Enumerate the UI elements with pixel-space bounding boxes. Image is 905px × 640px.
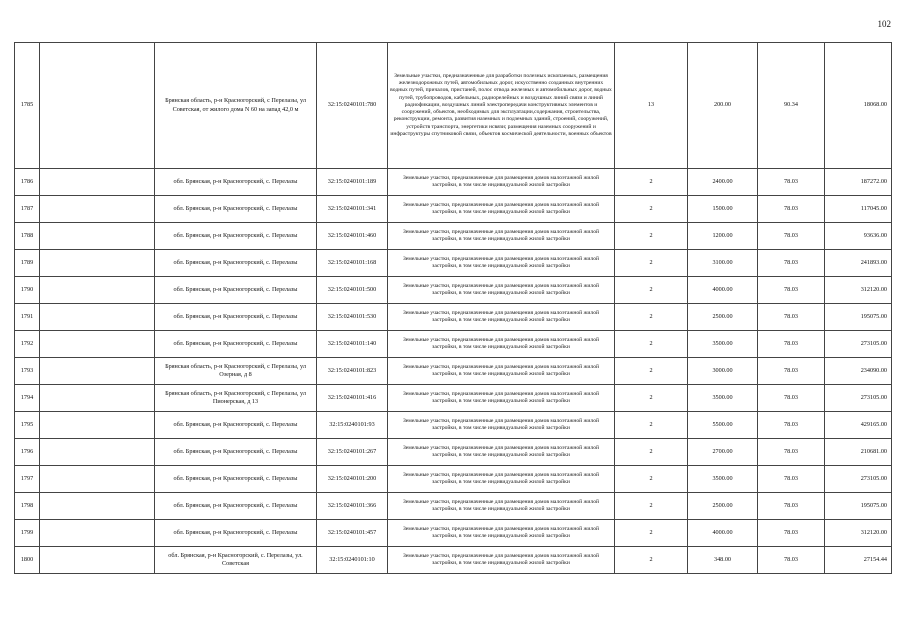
- cell-land-use-description: Земельные участки, предназначенные для размещения домов малоэтажной жилой застройки, в том числе индивидуальной жилой застройки: [388, 277, 615, 304]
- page-number: 102: [877, 19, 891, 29]
- cell-number: 1796: [15, 439, 40, 466]
- cell-land-use-description: Земельные участки, предназначенные для размещения домов малоэтажной жилой застройки, в том числе индивидуальной жилой застройки: [388, 169, 615, 196]
- cell-cadastral-number: 32:15:0240101:200: [317, 466, 388, 493]
- cell-area: 2400.00: [688, 169, 758, 196]
- cell-address: обл. Брянская, р-н Красногорский, с. Перелазы: [155, 250, 317, 277]
- cell-area: 3500.00: [688, 466, 758, 493]
- cell-empty: [40, 358, 155, 385]
- cell-land-use-description: Земельные участки, предназначенные для размещения домов малоэтажной жилой застройки, в том числе индивидуальной жилой застройки: [388, 196, 615, 223]
- cell-area: 3500.00: [688, 331, 758, 358]
- cell-rate: 78.03: [758, 196, 825, 223]
- cell-cadastral-value: 273105.00: [825, 466, 892, 493]
- cell-cadastral-value: 273105.00: [825, 331, 892, 358]
- cell-number: 1792: [15, 331, 40, 358]
- cell-cadastral-number: 32:15:0240101:10: [317, 547, 388, 574]
- cell-empty: [40, 223, 155, 250]
- cell-cadastral-value: 210681.00: [825, 439, 892, 466]
- cell-cadastral-value: 187272.00: [825, 169, 892, 196]
- cell-cadastral-value: 195075.00: [825, 304, 892, 331]
- cell-cadastral-number: 32:15:0240101:366: [317, 493, 388, 520]
- cell-group: 2: [615, 223, 688, 250]
- cell-cadastral-number: 32:15:0240101:780: [317, 43, 388, 169]
- cell-land-use-description: Земельные участки, предназначенные для размещения домов малоэтажной жилой застройки, в том числе индивидуальной жилой застройки: [388, 331, 615, 358]
- cell-cadastral-number: 32:15:0240101:93: [317, 412, 388, 439]
- cell-group: 2: [615, 331, 688, 358]
- cell-group: 2: [615, 547, 688, 574]
- cell-rate: 78.03: [758, 223, 825, 250]
- cell-group: 2: [615, 520, 688, 547]
- cell-address: Брянская область, р-н Красногорский, с Перелазы, ул Озерная, д 8: [155, 358, 317, 385]
- cell-group: 2: [615, 196, 688, 223]
- cell-area: 3000.00: [688, 358, 758, 385]
- table-row: [15, 169, 892, 196]
- cell-group: 2: [615, 493, 688, 520]
- cell-empty: [40, 466, 155, 493]
- cell-area: 4000.00: [688, 520, 758, 547]
- cell-number: 1794: [15, 385, 40, 412]
- cell-rate: 78.03: [758, 385, 825, 412]
- table-row: [15, 412, 892, 439]
- cell-group: 2: [615, 250, 688, 277]
- table-row: [15, 439, 892, 466]
- cell-rate: 90.34: [758, 43, 825, 169]
- table-row: [15, 277, 892, 304]
- cell-group: 13: [615, 43, 688, 169]
- cell-address: обл. Брянская, р-н Красногорский, с. Перелазы: [155, 493, 317, 520]
- cell-area: 5500.00: [688, 412, 758, 439]
- cell-rate: 78.03: [758, 493, 825, 520]
- cell-number: 1790: [15, 277, 40, 304]
- cell-number: 1795: [15, 412, 40, 439]
- cell-empty: [40, 43, 155, 169]
- cell-cadastral-number: 32:15:0240101:416: [317, 385, 388, 412]
- cell-cadastral-number: 32:15:0240101:341: [317, 196, 388, 223]
- cell-cadastral-value: 93636.00: [825, 223, 892, 250]
- cell-rate: 78.03: [758, 304, 825, 331]
- cell-cadastral-number: 32:15:0240101:189: [317, 169, 388, 196]
- cell-number: 1788: [15, 223, 40, 250]
- cell-empty: [40, 547, 155, 574]
- cell-number: 1786: [15, 169, 40, 196]
- cell-empty: [40, 250, 155, 277]
- cell-cadastral-value: 429165.00: [825, 412, 892, 439]
- table-row: [15, 250, 892, 277]
- cell-rate: 78.03: [758, 520, 825, 547]
- table-row: [15, 358, 892, 385]
- cell-area: 2500.00: [688, 304, 758, 331]
- cell-empty: [40, 169, 155, 196]
- cell-number: 1785: [15, 43, 40, 169]
- cell-land-use-description: Земельные участки, предназначенные для размещения домов малоэтажной жилой застройки, в том числе индивидуальной жилой застройки: [388, 358, 615, 385]
- cell-cadastral-number: 32:15:0240101:823: [317, 358, 388, 385]
- cell-rate: 78.03: [758, 439, 825, 466]
- table-row: [15, 304, 892, 331]
- cell-area: 4000.00: [688, 277, 758, 304]
- cell-group: 2: [615, 304, 688, 331]
- cell-empty: [40, 331, 155, 358]
- cell-address: Брянская область, р-н Красногорский, с Перелазы, ул Советская, от жилого дома N 60 на запад 42,0 м: [155, 43, 317, 169]
- cell-cadastral-value: 27154.44: [825, 547, 892, 574]
- cell-cadastral-value: 195075.00: [825, 493, 892, 520]
- table-row: [15, 493, 892, 520]
- cell-group: 2: [615, 385, 688, 412]
- cell-cadastral-value: 117045.00: [825, 196, 892, 223]
- cell-address: обл. Брянская, р-н Красногорский, с. Перелазы: [155, 412, 317, 439]
- cell-group: 2: [615, 466, 688, 493]
- cell-empty: [40, 385, 155, 412]
- cell-number: 1799: [15, 520, 40, 547]
- cell-group: 2: [615, 412, 688, 439]
- cell-number: 1791: [15, 304, 40, 331]
- cell-number: 1793: [15, 358, 40, 385]
- cell-empty: [40, 412, 155, 439]
- cell-land-use-description: Земельные участки, предназначенные для размещения домов малоэтажной жилой застройки, в том числе индивидуальной жилой застройки: [388, 385, 615, 412]
- cell-address: обл. Брянская, р-н Красногорский, с. Перелазы: [155, 223, 317, 250]
- cell-land-use-description: Земельные участки, предназначенные для размещения домов малоэтажной жилой застройки, в том числе индивидуальной жилой застройки: [388, 466, 615, 493]
- cell-address: обл. Брянская, р-н Красногорский, с. Перелазы: [155, 304, 317, 331]
- cell-empty: [40, 439, 155, 466]
- cell-area: 1200.00: [688, 223, 758, 250]
- cell-area: 2700.00: [688, 439, 758, 466]
- table-row: [15, 43, 892, 169]
- cell-address: обл. Брянская, р-н Красногорский, с. Перелазы: [155, 520, 317, 547]
- cell-cadastral-value: 18068.00: [825, 43, 892, 169]
- cell-area: 3500.00: [688, 385, 758, 412]
- table-row: [15, 520, 892, 547]
- cell-cadastral-number: 32:15:0240101:500: [317, 277, 388, 304]
- table-row: [15, 547, 892, 574]
- cell-address: обл. Брянская, р-н Красногорский, с. Перелазы: [155, 196, 317, 223]
- cell-empty: [40, 277, 155, 304]
- cell-number: 1789: [15, 250, 40, 277]
- table-row: [15, 223, 892, 250]
- cell-land-use-description: Земельные участки, предназначенные для размещения домов малоэтажной жилой застройки, в том числе индивидуальной жилой застройки: [388, 412, 615, 439]
- cell-number: 1798: [15, 493, 40, 520]
- cell-cadastral-number: 32:15:0240101:140: [317, 331, 388, 358]
- table-row: [15, 385, 892, 412]
- cell-rate: 78.03: [758, 250, 825, 277]
- cell-group: 2: [615, 358, 688, 385]
- table-row: [15, 466, 892, 493]
- cell-rate: 78.03: [758, 169, 825, 196]
- table-row: [15, 331, 892, 358]
- cell-cadastral-value: 312120.00: [825, 277, 892, 304]
- table-row: [15, 196, 892, 223]
- cell-rate: 78.03: [758, 277, 825, 304]
- cell-area: 348.00: [688, 547, 758, 574]
- cell-land-use-description: Земельные участки, предназначенные для разработки полезных ископаемых, размещения железнодорожных путей, автомобильных дорог, искусственно созданных внутренних водных путей, причалов, пристаней, полос отвода железных и автомобильных дорог, водных путей, трубопроводов, кабельных, радиорелейных и воздушных линий связи и линий радиофикации, воздушных линий электропередачи конструктивных элементов и сооружений, объектов, необходимых для эксплуатации,содержания, строительства, реконструкции, ремонта, развития наземных и подземных зданий, строений, сооружений, устройств транспорта, энергетики нсвязи; размещения наземных сооружений и инфраструктуры спутниковой связи, объектов космической деятельности, военных объектов: [388, 43, 615, 169]
- cell-cadastral-value: 234090.00: [825, 358, 892, 385]
- cell-area: 3100.00: [688, 250, 758, 277]
- cell-rate: 78.03: [758, 358, 825, 385]
- cell-land-use-description: Земельные участки, предназначенные для размещения домов малоэтажной жилой застройки, в том числе индивидуальной жилой застройки: [388, 250, 615, 277]
- cell-cadastral-number: 32:15:0240101:168: [317, 250, 388, 277]
- cell-land-use-description: Земельные участки, предназначенные для размещения домов малоэтажной жилой застройки, в том числе индивидуальной жилой застройки: [388, 547, 615, 574]
- cell-rate: 78.03: [758, 466, 825, 493]
- cell-land-use-description: Земельные участки, предназначенные для размещения домов малоэтажной жилой застройки, в том числе индивидуальной жилой застройки: [388, 223, 615, 250]
- cell-cadastral-number: 32:15:0240101:530: [317, 304, 388, 331]
- cell-number: 1787: [15, 196, 40, 223]
- cell-empty: [40, 493, 155, 520]
- cell-area: 2500.00: [688, 493, 758, 520]
- cell-cadastral-number: 32:15:0240101:457: [317, 520, 388, 547]
- cell-land-use-description: Земельные участки, предназначенные для размещения домов малоэтажной жилой застройки, в том числе индивидуальной жилой застройки: [388, 520, 615, 547]
- cell-address: обл. Брянская, р-н Красногорский, с. Перелазы: [155, 169, 317, 196]
- cell-address: обл. Брянская, р-н Красногорский, с. Перелазы, ул. Советская: [155, 547, 317, 574]
- cell-land-use-description: Земельные участки, предназначенные для размещения домов малоэтажной жилой застройки, в том числе индивидуальной жилой застройки: [388, 439, 615, 466]
- cell-cadastral-number: 32:15:0240101:267: [317, 439, 388, 466]
- cell-cadastral-value: 273105.00: [825, 385, 892, 412]
- cell-cadastral-value: 241893.00: [825, 250, 892, 277]
- cell-empty: [40, 520, 155, 547]
- cell-empty: [40, 304, 155, 331]
- cell-rate: 78.03: [758, 547, 825, 574]
- cell-number: 1800: [15, 547, 40, 574]
- cell-group: 2: [615, 439, 688, 466]
- cell-group: 2: [615, 277, 688, 304]
- cell-land-use-description: Земельные участки, предназначенные для размещения домов малоэтажной жилой застройки, в том числе индивидуальной жилой застройки: [388, 493, 615, 520]
- cell-cadastral-number: 32:15:0240101:460: [317, 223, 388, 250]
- cadastral-register-table: [14, 42, 892, 574]
- cell-address: Брянская область, р-н Красногорский, с Перелазы, ул Пионерская, д 13: [155, 385, 317, 412]
- cell-rate: 78.03: [758, 331, 825, 358]
- cell-rate: 78.03: [758, 412, 825, 439]
- cell-empty: [40, 196, 155, 223]
- cell-area: 1500.00: [688, 196, 758, 223]
- cell-address: обл. Брянская, р-н Красногорский, с. Перелазы: [155, 439, 317, 466]
- cell-group: 2: [615, 169, 688, 196]
- cell-number: 1797: [15, 466, 40, 493]
- cell-address: обл. Брянская, р-н Красногорский, с. Перелазы: [155, 277, 317, 304]
- cell-area: 200.00: [688, 43, 758, 169]
- cell-cadastral-value: 312120.00: [825, 520, 892, 547]
- cell-address: обл. Брянская, р-н Красногорский, с. Перелазы: [155, 331, 317, 358]
- cell-address: обл. Брянская, р-н Красногорский, с. Перелазы: [155, 466, 317, 493]
- cell-land-use-description: Земельные участки, предназначенные для размещения домов малоэтажной жилой застройки, в том числе индивидуальной жилой застройки: [388, 304, 615, 331]
